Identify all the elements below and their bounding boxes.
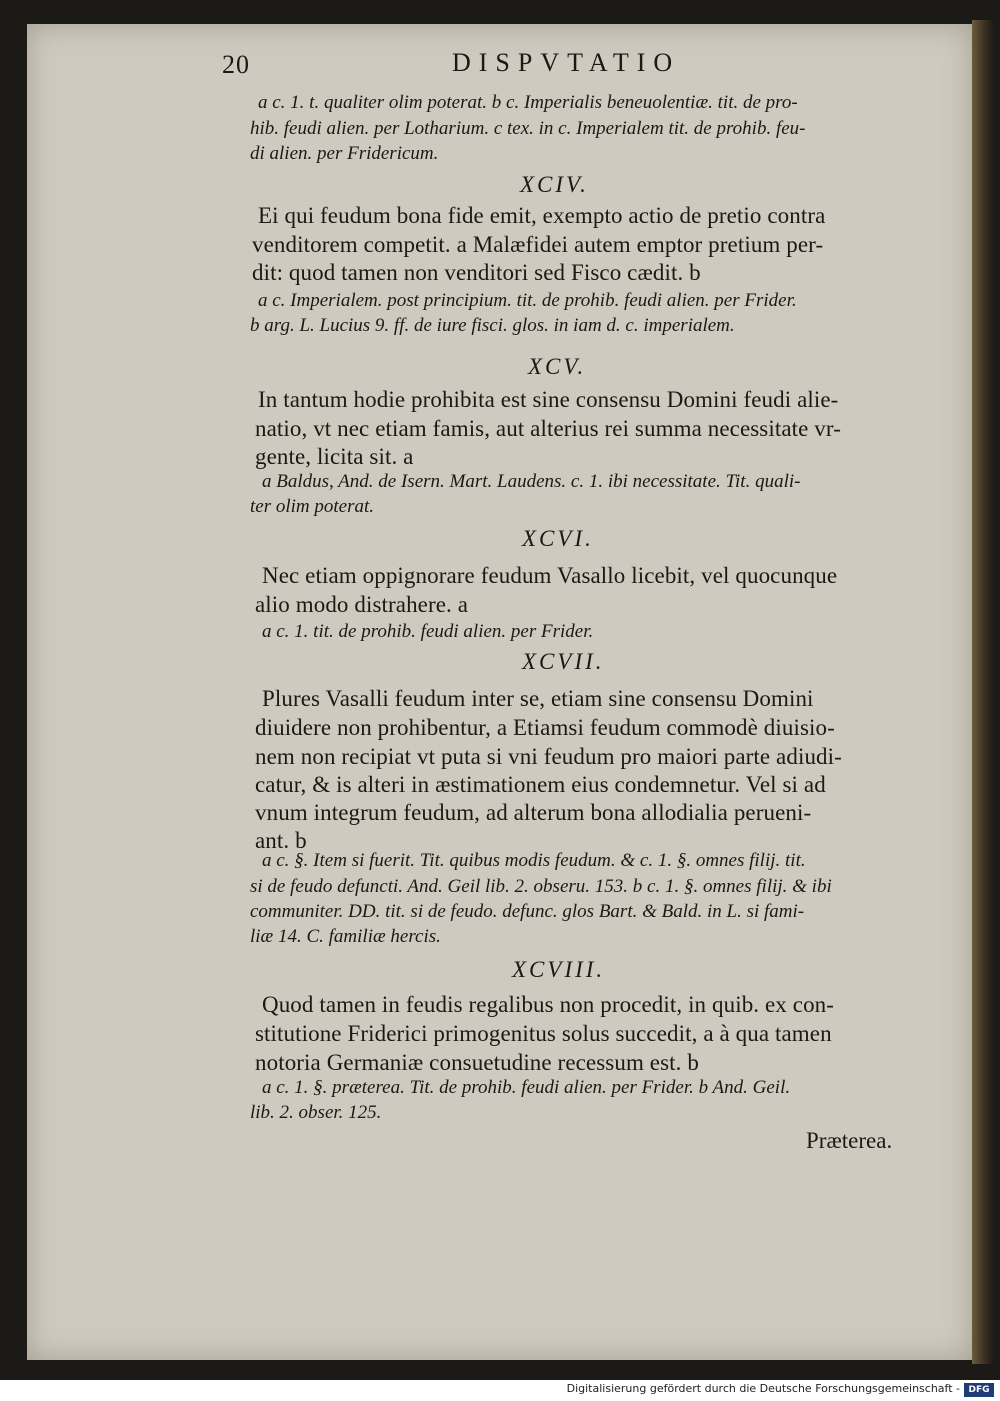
body-line: gente, licita sit. a <box>255 444 414 469</box>
body-line: Ei qui feudum bona fide emit, exempto actio de pretio contra <box>258 203 826 228</box>
body-line: Plures Vasalli feudum inter se, etiam sine consensu Domini <box>262 686 814 711</box>
footer-credit: Digitalisierung gefördert durch die Deutsche Forschungsgemeinschaft - <box>566 1382 960 1395</box>
body-line: Nec etiam oppignorare feudum Vasallo licebit, vel quocunque <box>262 563 838 588</box>
running-title: DISPVTATIO <box>452 48 681 77</box>
section-heading: XCV. <box>528 354 587 379</box>
footnote-line: a c. 1. t. qualiter olim poterat. b c. Imperialis beneuolentiæ. tit. de pro- <box>258 92 798 113</box>
footnote-line: b arg. L. Lucius 9. ff. de iure fisci. glos. in iam d. c. imperialem. <box>250 315 735 336</box>
footnote-line: ter olim poterat. <box>250 496 375 517</box>
footnote-line: communiter. DD. tit. si de feudo. defunc. glos Bart. & Bald. in L. si fami- <box>250 901 805 922</box>
body-line: vnum integrum feudum, ad alterum bona allodialia perueni- <box>255 800 812 825</box>
section-heading: XCVI. <box>522 526 594 551</box>
footnote-line: di alien. per Fridericum. <box>250 143 439 164</box>
body-line: diuidere non prohibentur, a Etiamsi feudum commodè diuisio- <box>255 715 835 740</box>
section-heading: XCVII. <box>522 649 605 674</box>
body-line: notoria Germaniæ consuetudine recessum est. b <box>255 1050 699 1075</box>
footnote-line: a c. 1. §. præterea. Tit. de prohib. feudi alien. per Frider. b And. Geil. <box>262 1077 791 1098</box>
body-line: Quod tamen in feudis regalibus non procedit, in quib. ex con- <box>262 992 835 1017</box>
catchword: Præterea. <box>806 1128 893 1153</box>
footnote-line: liæ 14. C. familiæ hercis. <box>250 926 441 947</box>
body-line: alio modo distrahere. a <box>255 592 469 617</box>
footnote-line: a c. §. Item si fuerit. Tit. quibus modis feudum. & c. 1. §. omnes filij. tit. <box>262 850 806 871</box>
footnote-line: a c. Imperialem. post principium. tit. de prohib. feudi alien. per Frider. <box>258 290 797 311</box>
page-edge <box>972 20 994 1364</box>
footnote-line: a Baldus, And. de Isern. Mart. Laudens. c. 1. ibi necessitate. Tit. quali- <box>262 471 801 492</box>
body-line: natio, vt nec etiam famis, aut alterius rei summa necessitate vr- <box>255 416 841 441</box>
footnote-line: si de feudo defuncti. And. Geil lib. 2. obseru. 153. b c. 1. §. omnes filij. & ibi <box>250 876 832 897</box>
section-heading: XCIV. <box>520 172 589 197</box>
dfg-logo: DFG <box>964 1383 994 1397</box>
body-line: In tantum hodie prohibita est sine consensu Domini feudi alie- <box>258 387 839 412</box>
footnote-line: lib. 2. obser. 125. <box>250 1102 382 1123</box>
body-line: dit: quod tamen non venditori sed Fisco cædit. b <box>252 260 701 285</box>
section-heading: XCVIII. <box>512 957 606 982</box>
body-line: catur, & is alteri in æstimationem eius condemnetur. Vel si ad <box>255 772 826 797</box>
footer-bar <box>0 1380 1000 1401</box>
body-line: venditorem competit. a Malæfidei autem emptor pretium per- <box>252 232 824 257</box>
body-line: nem non recipiat vt puta si vni feudum pro maiori parte adiudi- <box>255 744 842 769</box>
body-line: stitutione Friderici primogenitus solus succedit, a à qua tamen <box>255 1021 832 1046</box>
body-line: ant. b <box>255 828 307 853</box>
page-number: 20 <box>222 50 250 79</box>
footnote-line: hib. feudi alien. per Lotharium. c tex. in c. Imperialem tit. de prohib. feu- <box>250 118 806 139</box>
footnote-line: a c. 1. tit. de prohib. feudi alien. per Frider. <box>262 621 594 642</box>
